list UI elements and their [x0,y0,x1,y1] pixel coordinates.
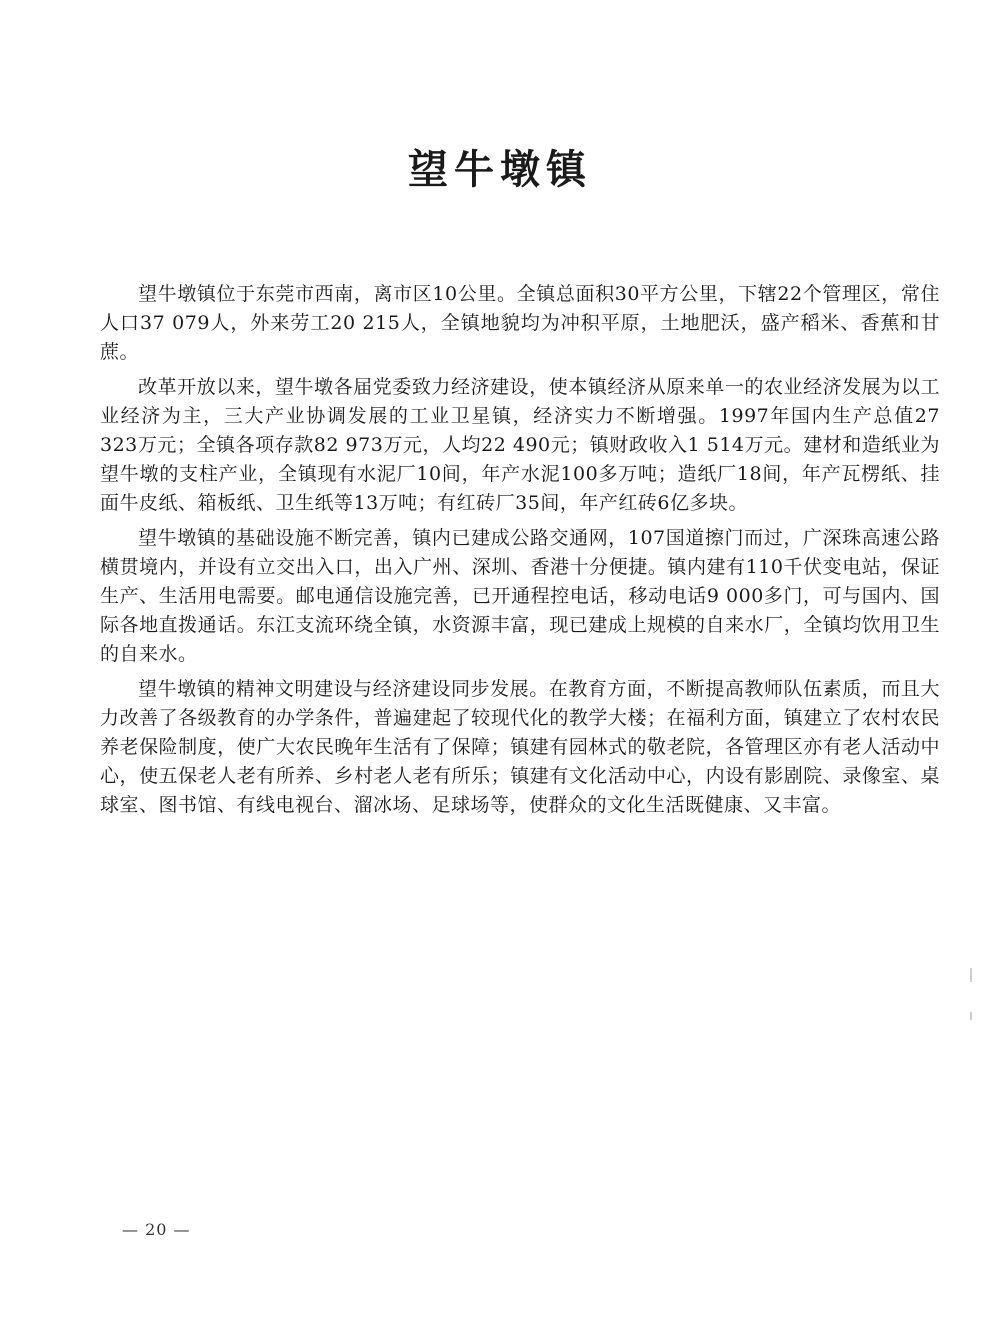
paragraph-location: 望牛墩镇位于东莞市西南，离市区10公里。全镇总面积30平方公里，下辖22个管理区，常住人口37 079人，外来劳工20 215人，全镇地貌均为冲积平原，土地肥沃，盛产稻米、香蕉和甘蔗。 [100,283,940,363]
page-title: 望牛墩镇 [408,147,592,193]
scan-artifact-mark [970,968,972,982]
paragraph-infrastructure: 望牛墩镇的基础设施不断完善，镇内已建成公路交通网，107国道擦门而过，广深珠高速公路横贯境内，并设有立交出入口，出入广州、深圳、香港十分便捷。镇内建有110千伏变电站，保证生产、生活用电需要。邮电通信设施完善，已开通程控电话，移动电话9 000多门，可与国内、国际各地直拨通话。东江支流环绕全镇，水资源丰富，现已建成上规模的自来水厂，全镇均饮用卫生的自来水。 [100,527,940,665]
paragraph-civilization: 望牛墩镇的精神文明建设与经济建设同步发展。在教育方面，不断提高教师队伍素质，而且大力改善了各级教育的办学条件，普遍建起了较现代化的教学大楼；在福利方面，镇建立了农村农民养老保险制度，使广大农民晚年生活有了保障；镇建有园林式的敬老院，各管理区亦有老人活动中心，使五保老人老有所养、乡村老人老有所乐；镇建有文化活动中心，内设有影剧院、录像室、桌球室、图书馆、有线电视台、溜冰场、足球场等，使群众的文化生活既健康、又丰富。 [100,678,940,816]
paragraph-economy: 改革开放以来，望牛墩各届党委致力经济建设，使本镇经济从原来单一的农业经济发展为以工业经济为主，三大产业协调发展的工业卫星镇，经济实力不断增强。1997年国内生产总值27 323万元；全镇各项存款82 973万元，人均22 490元；镇财政收入1 514万元。建材和造纸业为望牛墩的支柱产业，全镇现有水泥厂10间，年产水泥100多万吨；造纸厂18间，年产瓦楞纸、挂面牛皮纸、箱板纸、卫生纸等13万吨；有红砖厂35间，年产红砖6亿多块。 [100,376,940,514]
page-number: — 20 — [122,1220,191,1239]
body-text [100,280,940,826]
scan-artifact-mark [970,1012,972,1020]
